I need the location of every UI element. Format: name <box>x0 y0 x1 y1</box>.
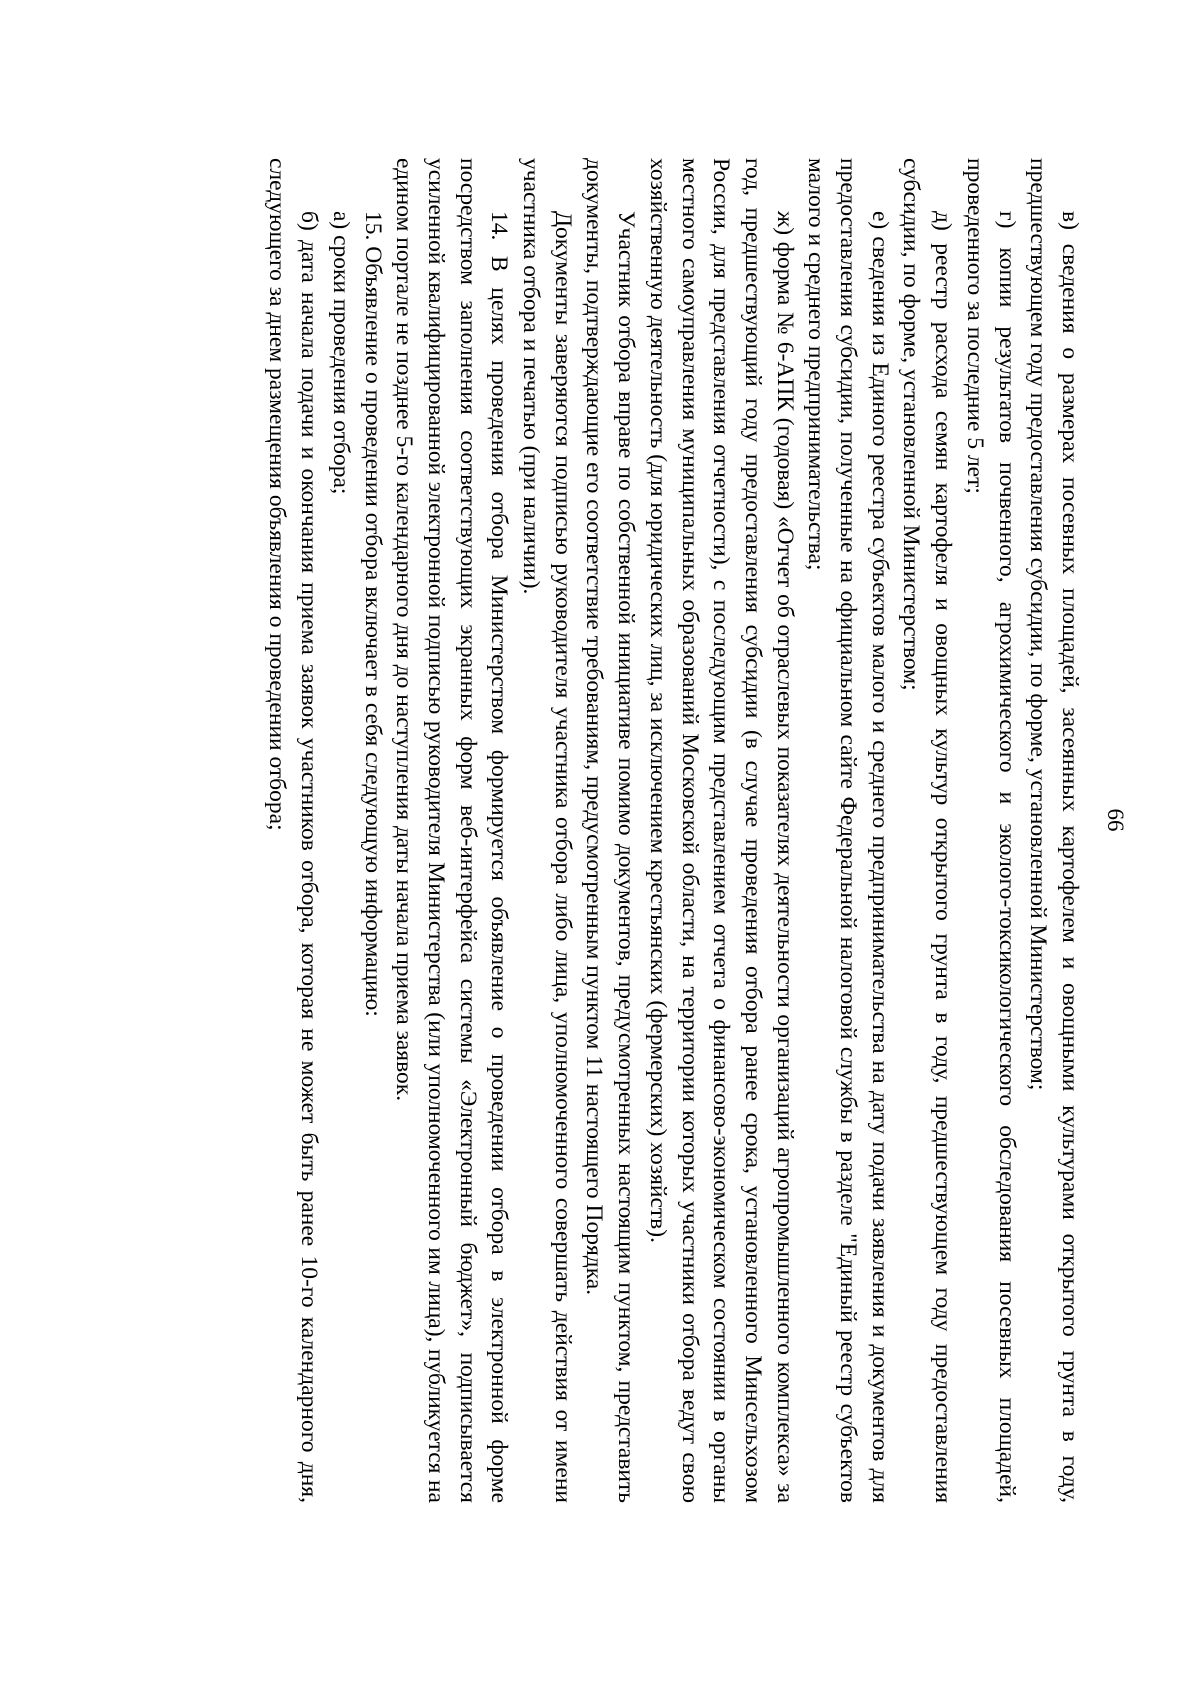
paragraph-d-seed-registry: д) реестр расхода семян картофеля и овощных культур открытого грунта в году, предшествующем году предоставления субсидии, по форме, установленной Министерством; <box>898 158 957 1503</box>
page-number: 66 <box>1103 808 1128 832</box>
paragraph-b-dates: б) дата начала подачи и окончания приема заявок участников отбора, которая не может быть ранее 10-го календарного дня, следующего за днем размещения объявления о проведении отбора; <box>264 158 323 1503</box>
paragraph-documents-certified: Документы заверяются подписью руководителя участника отбора либо лица, уполномоченного совершать действия от имени участника отбора и печатью (при наличии). <box>518 158 576 1503</box>
paragraph-14-announcement: 14. В целях проведения отбора Министерством формируется объявление о проведении отбора в электронной форме посредством заполнения соответствующих экранных форм веб-интерфейса системы «Электронный бюджет», подписывается усиленной квалифицированной электронной подписью руководителя Министерства (или уполномоченного им лица), публикуется на едином портале не позднее 5-го календарного дня до наступления даты начала приема заявок. <box>391 158 513 1503</box>
paragraph-zh-form-6-apk: ж) форма № 6-АПК (годовая) «Отчет об отраслевых показателях деятельности организаций агропромышленного комплекса» за год, предшествующий году предоставления субсидии (в случае проведения отбора ранее срока, установленного Минсельхозом России, для представления отчетности), с последующим представлением отчета о финансово-экономическом состоянии в органы местного самоуправления муниципальных образований Московской области, на территории которых участники отбора ведут свою хозяйственную деятельность (для юридических лиц, за исключением крестьянских (фермерских) хозяйств). <box>644 158 798 1503</box>
paragraph-g-soil-survey: г) копии результатов почвенного, агрохимического и эколого-токсикологического обследования посевных площадей, проведенного за последние 5 лет; <box>961 158 1020 1503</box>
paragraph-a-terms: а) сроки проведения отбора; <box>327 211 354 495</box>
paragraph-15-contents: 15. Объявление о проведении отбора включает в себя следующую информацию: <box>359 211 386 1017</box>
paragraph-v-sown-areas: в) сведения о размерах посевных площадей, засеянных картофелем и овощными культурами открытого грунта в году, предшествующем году предоставления субсидии, по форме, установленной Министерством; <box>1025 158 1083 1503</box>
paragraph-e-sme-registry: е) сведения из Единого реестра субъектов малого и среднего предпринимательства на дату подачи заявления и документов для предоставления субсидии, полученные на официальном сайте Федеральной налоговой службы в разделе "Единый реестр субъектов малого и среднего предпринимательства; <box>803 158 893 1503</box>
paragraph-participant-right: Участник отбора вправе по собственной инициативе помимо документов, предусмотренных настоящим пунктом, представить документы, подтверждающие его соответствие требованиям, предусмотренным пунктом 11 настоящего Порядка. <box>581 158 640 1503</box>
document-body <box>261 158 1085 1503</box>
